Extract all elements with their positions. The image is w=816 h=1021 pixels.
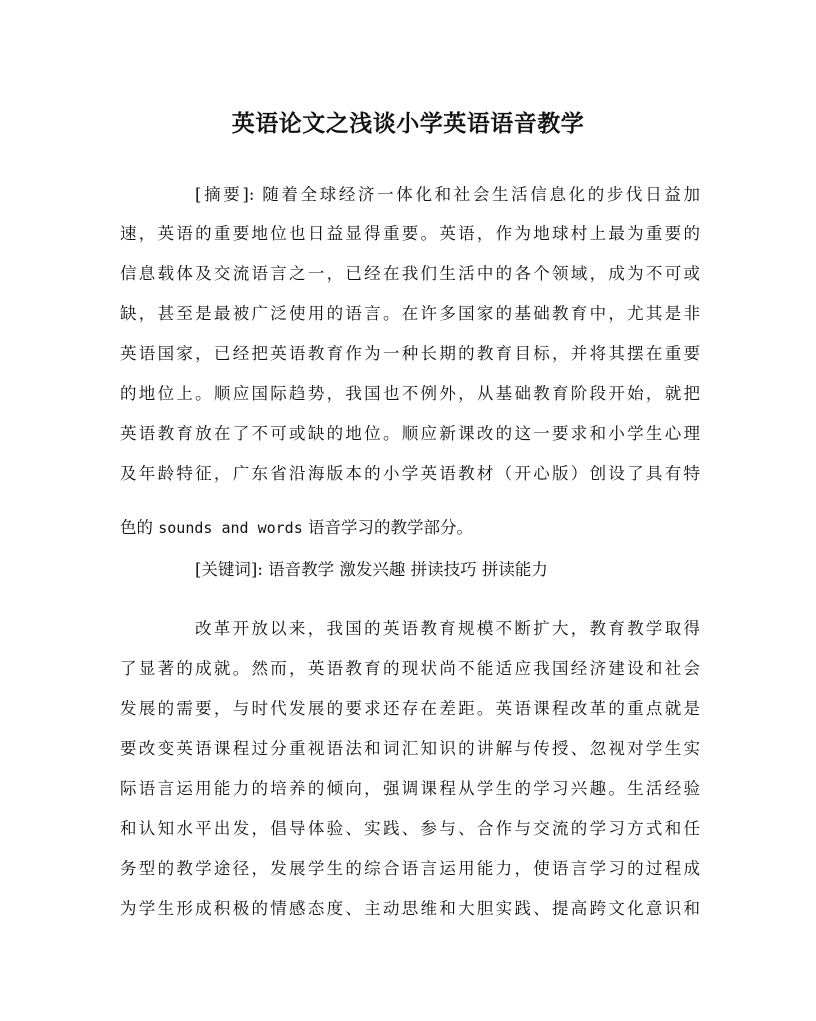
abstract-line: [摘要]: 随着全球经济一体化和社会生活信息化的步伐日益加 [195,185,700,204]
abstract-line: 及年龄特征，广东省沿海版本的小学英语教材（开心版）创设了具有特 [120,464,700,483]
abstract-english-phrase: sounds and words [158,519,303,537]
abstract-last-line-suffix: 语音学习的教学部分。 [302,518,473,537]
body-line: 和认知水平出发，倡导体验、实践、参与、合作与交流的学习方式和任 [120,819,700,838]
abstract-last-line [120,509,700,547]
body-line: 际语言运用能力的培养的倾向，强调课程从学生的学习兴趣。生活经验 [120,779,700,798]
abstract-last-line-prefix: 色的 [120,518,159,537]
document-title: 英语论文之浅谈小学英语语音教学 [231,110,585,137]
abstract-line: 缺，甚至是最被广泛使用的语言。在许多国家的基础教育中，尤其是非 [120,304,700,323]
body-line: 为学生形成积极的情感态度、主动思维和大胆实践、提高跨文化意识和 [120,899,700,918]
abstract-line: 的地位上。顺应国际趋势，我国也不例外，从基础教育阶段开始，就把 [120,384,700,403]
body-line: 要改变英语课程过分重视语法和词汇知识的讲解与传授、忽视对学生实 [120,739,700,758]
body-line: 改革开放以来，我国的英语教育规模不断扩大，教育教学取得 [195,619,700,638]
body-line: 发展的需要，与时代发展的要求还存在差距。英语课程改革的重点就是 [120,699,700,718]
keywords-line: [关键词]: 语音教学 激发兴趣 拼读技巧 拼读能力 [195,560,548,579]
abstract-line: 英语国家，已经把英语教育作为一种长期的教育目标，并将其摆在重要 [120,344,700,363]
body-line: 了显著的成就。然而，英语教育的现状尚不能适应我国经济建设和社会 [120,659,700,678]
abstract-line: 英语教育放在了不可或缺的地位。顺应新课改的这一要求和小学生心理 [120,424,700,443]
abstract-line: 信息载体及交流语言之一，已经在我们生活中的各个领域，成为不可或 [120,264,700,283]
body-line: 务型的教学途径，发展学生的综合语言运用能力，使语言学习的过程成 [120,859,700,878]
abstract-line: 速，英语的重要地位也日益显得重要。英语，作为地球村上最为重要的 [120,224,700,243]
